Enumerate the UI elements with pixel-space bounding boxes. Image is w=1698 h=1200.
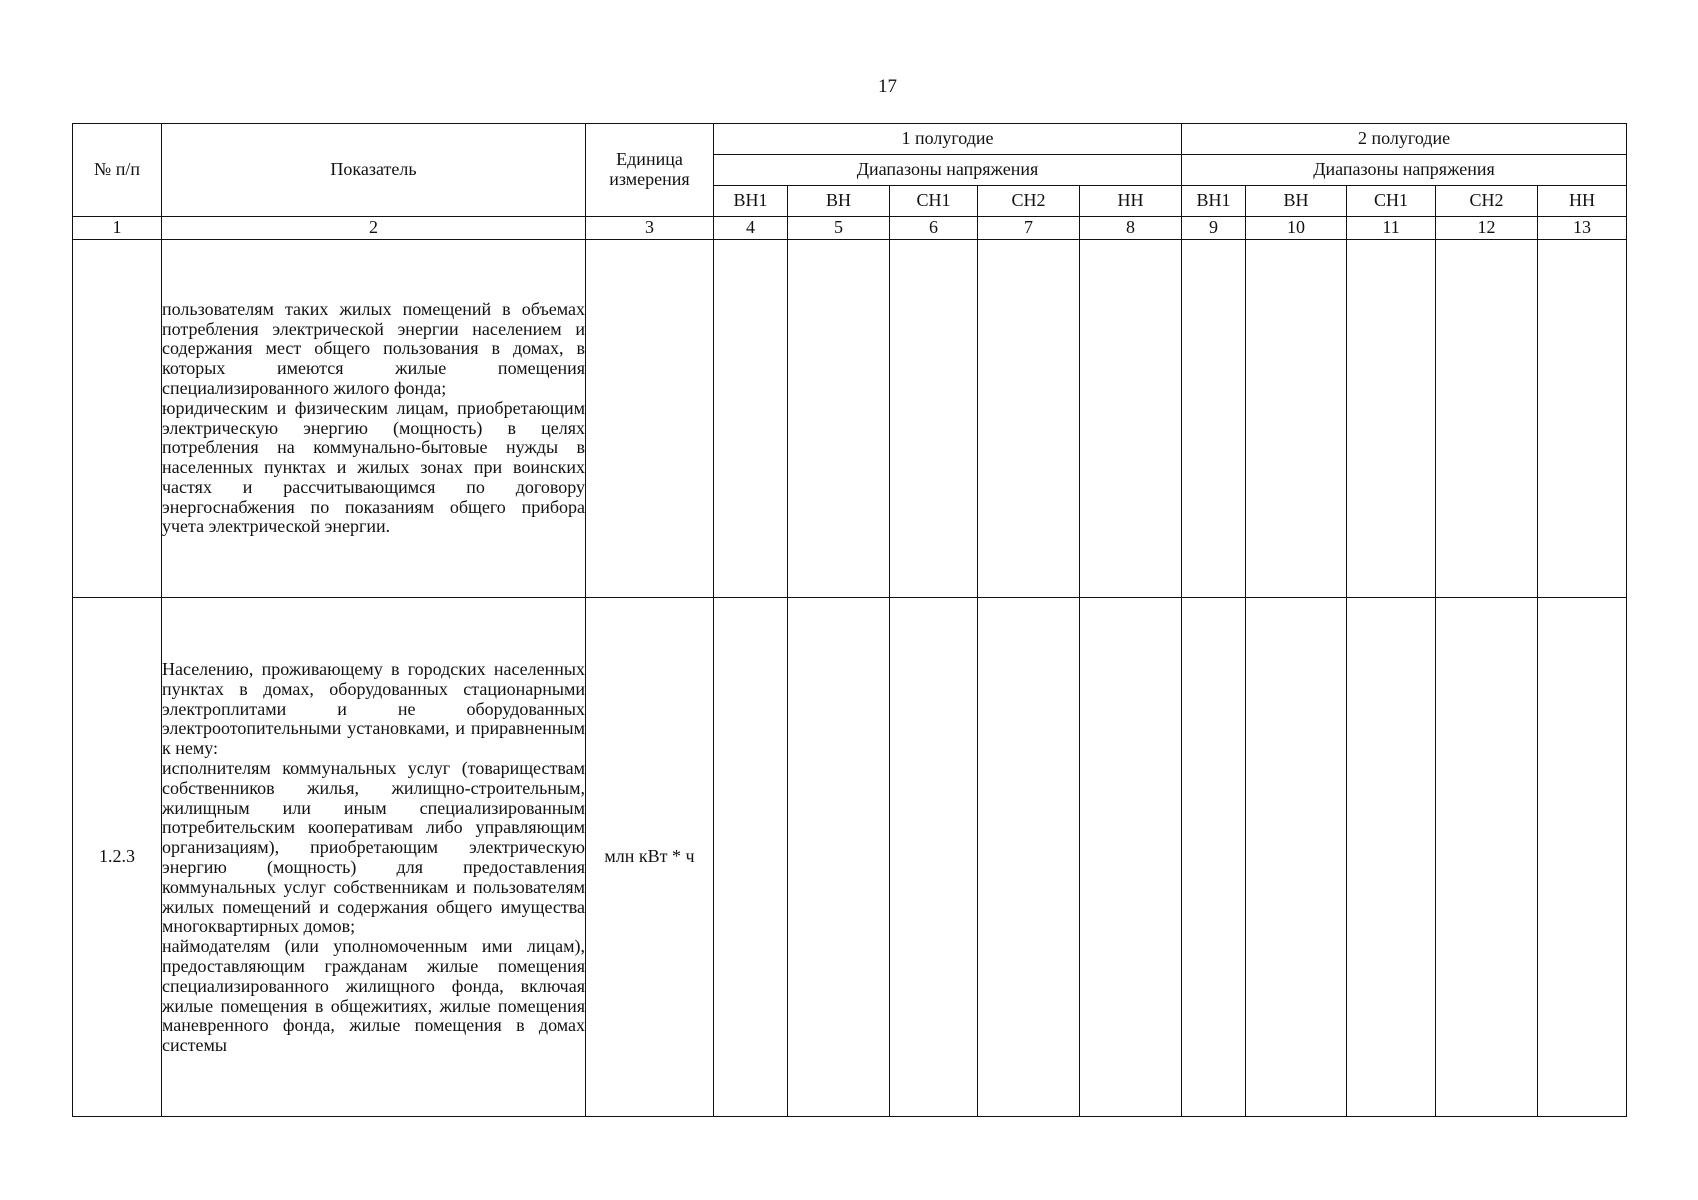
row-number: [73, 240, 162, 598]
column-number: 4: [714, 217, 788, 240]
header-half-2: 2 полугодие: [1182, 124, 1627, 155]
table-row: [73, 240, 1627, 598]
value-cell: [1182, 598, 1246, 1117]
value-cell: [788, 240, 890, 598]
value-cell: [788, 598, 890, 1117]
column-number: 8: [1080, 217, 1182, 240]
column-number: 9: [1182, 217, 1246, 240]
value-cell: [1436, 240, 1538, 598]
column-number: 2: [162, 217, 586, 240]
column-number: 11: [1347, 217, 1436, 240]
tariff-table: [72, 123, 1627, 1117]
value-cell: [1436, 598, 1538, 1117]
level-cell: ВН1: [1182, 186, 1246, 217]
value-cell: [1246, 240, 1347, 598]
value-cell: [1080, 598, 1182, 1117]
level-cell: ВН1: [714, 186, 788, 217]
column-number: 5: [788, 217, 890, 240]
unit-cell: млн кВт * ч: [586, 598, 714, 1117]
value-cell: [1182, 240, 1246, 598]
header-half-1: 1 полугодие: [714, 124, 1182, 155]
page-number: 17: [878, 76, 897, 97]
column-number: 3: [586, 217, 714, 240]
header-ranges-2: Диапазоны напряжения: [1182, 155, 1627, 186]
value-cell: [1347, 598, 1436, 1117]
value-cell: [1538, 598, 1627, 1117]
column-number: 12: [1436, 217, 1538, 240]
indicator-text: [162, 598, 586, 1117]
value-cell: [1538, 240, 1627, 598]
level-cell: ВН: [1246, 186, 1347, 217]
indicator-paragraph: исполнителям коммунальных услуг (товариществам собственников жилья, жилищно-строительным, жилищным или иным специализированным потребительским кооперативам либо управляющим организациям), приобретающим электрическую энергию (мощность) для предоставления коммунальных услуг собственникам и пользователям жилых помещений и содержания общего имущества многоквартирных домов;: [162, 758, 585, 937]
value-cell: [890, 598, 978, 1117]
level-cell: ВН: [788, 186, 890, 217]
value-cell: [978, 240, 1080, 598]
indicator-text: [162, 240, 586, 598]
header-unit-line2: измерения: [609, 169, 690, 189]
table-row: [73, 598, 1627, 1117]
level-cell: СН1: [1347, 186, 1436, 217]
indicator-paragraph: Населению, проживающему в городских населенных пунктах в домах, оборудованных стационарными электроплитами и не оборудованных электроотопительными установками, и приравненным к нему:: [162, 659, 585, 759]
row-number: 1.2.3: [73, 598, 162, 1117]
value-cell: [1080, 240, 1182, 598]
indicator-paragraph: наймодателям (или уполномоченным ими лицам), предоставляющим гражданам жилые помещения специализированного жилищного фонда, включая жилые помещения в общежитиях, жилые помещения маневренного фонда, жилые помещения в домах системы: [162, 936, 585, 1056]
unit-cell: [586, 240, 714, 598]
value-cell: [714, 240, 788, 598]
column-number: 10: [1246, 217, 1347, 240]
header-unit-line1: Единица: [616, 149, 683, 170]
level-cell: СН2: [1436, 186, 1538, 217]
value-cell: [1246, 598, 1347, 1117]
level-cell: НН: [1080, 186, 1182, 217]
column-number-row: [73, 217, 1627, 240]
column-number: 13: [1538, 217, 1627, 240]
value-cell: [1347, 240, 1436, 598]
column-number: 7: [978, 217, 1080, 240]
value-cell: [890, 240, 978, 598]
level-cell: НН: [1538, 186, 1627, 217]
header-row-1: [73, 124, 1627, 155]
header-indicator: Показатель: [162, 124, 586, 217]
level-cell: СН1: [890, 186, 978, 217]
column-number: 1: [73, 217, 162, 240]
value-cell: [978, 598, 1080, 1117]
indicator-paragraph: юридическим и физическим лицам, приобретающим электрическую энергию (мощность) в целях потребления на коммунально-бытовые нужды в населенных пунктах и жилых зонах при воинских частях и рассчитывающимся по договору энергоснабжения по показаниям общего прибора учета электрической энергии.: [162, 397, 585, 537]
header-ranges-1: Диапазоны напряжения: [714, 155, 1182, 186]
column-number: 6: [890, 217, 978, 240]
indicator-paragraph: пользователям таких жилых помещений в объемах потребления электрической энергии населением и содержания мест общего пользования в домах, в которых имеются жилые помещения специализированного жилого фонда;: [162, 298, 585, 398]
header-unit: [586, 124, 714, 217]
value-cell: [714, 598, 788, 1117]
level-cell: СН2: [978, 186, 1080, 217]
header-num: № п/п: [73, 124, 162, 217]
